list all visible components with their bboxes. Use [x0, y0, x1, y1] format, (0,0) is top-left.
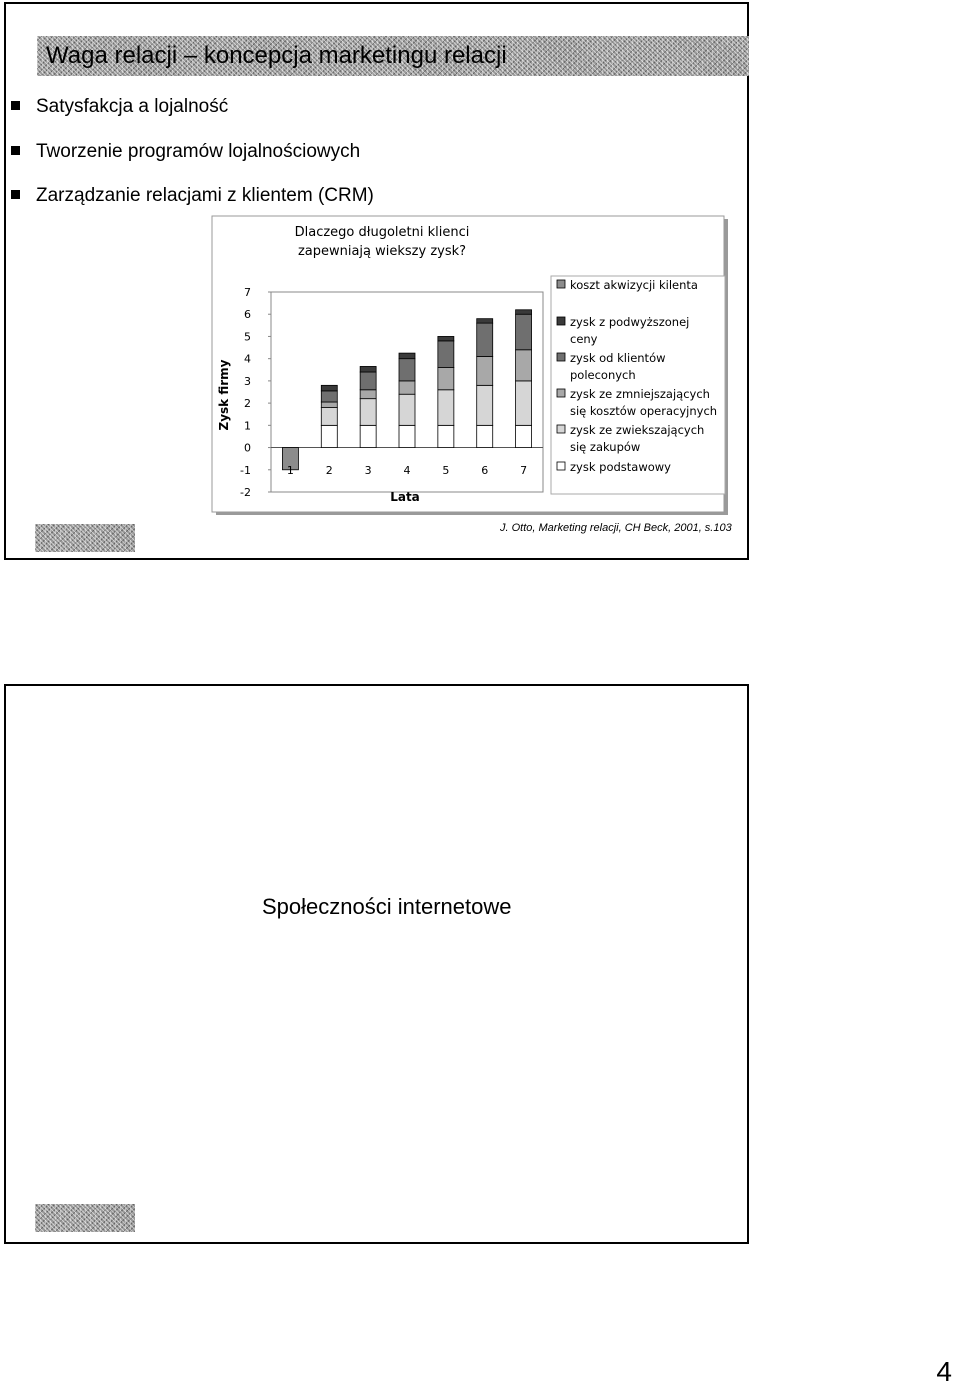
y-tick-label: -2 [240, 486, 251, 499]
bar-segment [516, 310, 532, 314]
bullet-text: Zarządzanie relacjami z klientem (CRM) [36, 185, 374, 206]
slide-title: Waga relacji – koncepcja marketingu relacji [46, 42, 507, 69]
bar-segment [477, 425, 493, 447]
bar-segment [516, 425, 532, 447]
bar-segment [321, 408, 337, 426]
bar-segment [477, 319, 493, 323]
bar-segment [477, 323, 493, 356]
bar-segment [399, 359, 415, 381]
legend-swatch [557, 425, 565, 433]
bar-segment [399, 353, 415, 359]
bar-segment [516, 350, 532, 381]
citation: J. Otto, Marketing relacji, CH Beck, 2001, s.103 [500, 522, 732, 534]
slide-2 [4, 684, 749, 1244]
chart-title-line: Dlaczego długoletni klienci [294, 225, 470, 240]
y-tick-label: 7 [244, 286, 251, 299]
y-tick-label: 4 [244, 352, 251, 366]
chart-svg [211, 215, 731, 518]
bar-segment [516, 381, 532, 425]
bullet-text: Satysfakcja a lojalność [36, 96, 229, 117]
legend-label: zysk od klientów [570, 351, 666, 365]
y-tick-label: 3 [244, 374, 251, 388]
chart-title-line: zapewniają wiekszy zysk? [297, 244, 467, 259]
bullet-item [11, 96, 228, 118]
bullet-item [11, 185, 374, 207]
legend-swatch [557, 353, 565, 361]
legend-swatch [557, 317, 565, 325]
bar-segment [477, 356, 493, 385]
bar-segment [321, 425, 337, 447]
bullet-text: Tworzenie programów lojalnościowych [36, 141, 361, 162]
bar-segment [438, 368, 454, 390]
footer-decor-block [35, 1204, 135, 1232]
legend-swatch [557, 462, 565, 470]
legend-label: się kosztów operacyjnych [570, 404, 718, 418]
bar-segment [438, 336, 454, 340]
title-bar [37, 36, 749, 76]
x-tick-label: 7 [520, 463, 528, 477]
legend-label: się zakupów [570, 440, 641, 454]
bullet-square-icon [11, 101, 20, 110]
bar-segment [360, 366, 376, 372]
bullet-square-icon [11, 146, 20, 155]
x-tick-label: 2 [325, 463, 333, 477]
y-tick-label: 6 [244, 308, 251, 322]
y-tick-label: 1 [244, 419, 251, 433]
bar-segment [360, 399, 376, 426]
bar-segment [399, 381, 415, 394]
y-tick-label: 5 [244, 330, 251, 344]
bullet-item [11, 141, 360, 163]
x-tick-label: 4 [403, 463, 411, 477]
bar-segment [516, 314, 532, 350]
legend-label: zysk ze zmniejszających [570, 387, 710, 401]
slide-1 [4, 2, 749, 560]
legend-label: zysk ze zwiekszających [570, 423, 705, 437]
slide-title: Społeczności internetowe [262, 894, 512, 919]
bar-segment [399, 394, 415, 425]
bar-segment [438, 341, 454, 368]
bar-segment [360, 425, 376, 447]
y-tick-label: -1 [240, 463, 251, 477]
bar-segment [360, 372, 376, 390]
y-tick-label: 2 [244, 397, 251, 411]
legend-label: koszt akwizycji kilenta [570, 278, 698, 292]
bar-segment [360, 390, 376, 399]
bar-segment [321, 391, 337, 402]
x-axis-label: Lata [390, 490, 420, 504]
bar-segment [399, 425, 415, 447]
y-axis-label: Zysk firmy [217, 359, 231, 431]
legend-label: zysk z podwyższonej [570, 315, 690, 329]
legend-swatch [557, 280, 565, 288]
bar-segment [477, 385, 493, 425]
x-tick-label: 3 [364, 463, 372, 477]
x-tick-label: 6 [481, 463, 489, 477]
profit-chart [211, 215, 731, 518]
bullet-square-icon [11, 190, 20, 199]
legend-swatch [557, 389, 565, 397]
x-tick-label: 5 [442, 463, 450, 477]
legend-label: ceny [570, 332, 598, 346]
bar-segment [438, 425, 454, 447]
page-number: 4 [936, 1356, 952, 1387]
bar-segment [321, 385, 337, 391]
legend-label: poleconych [570, 368, 636, 382]
legend-label: zysk podstawowy [570, 460, 671, 474]
bar-segment [438, 390, 454, 426]
bar-segment [321, 402, 337, 408]
y-tick-label: 0 [244, 441, 251, 455]
x-tick-label: 1 [286, 463, 294, 477]
footer-decor-block [35, 524, 135, 552]
